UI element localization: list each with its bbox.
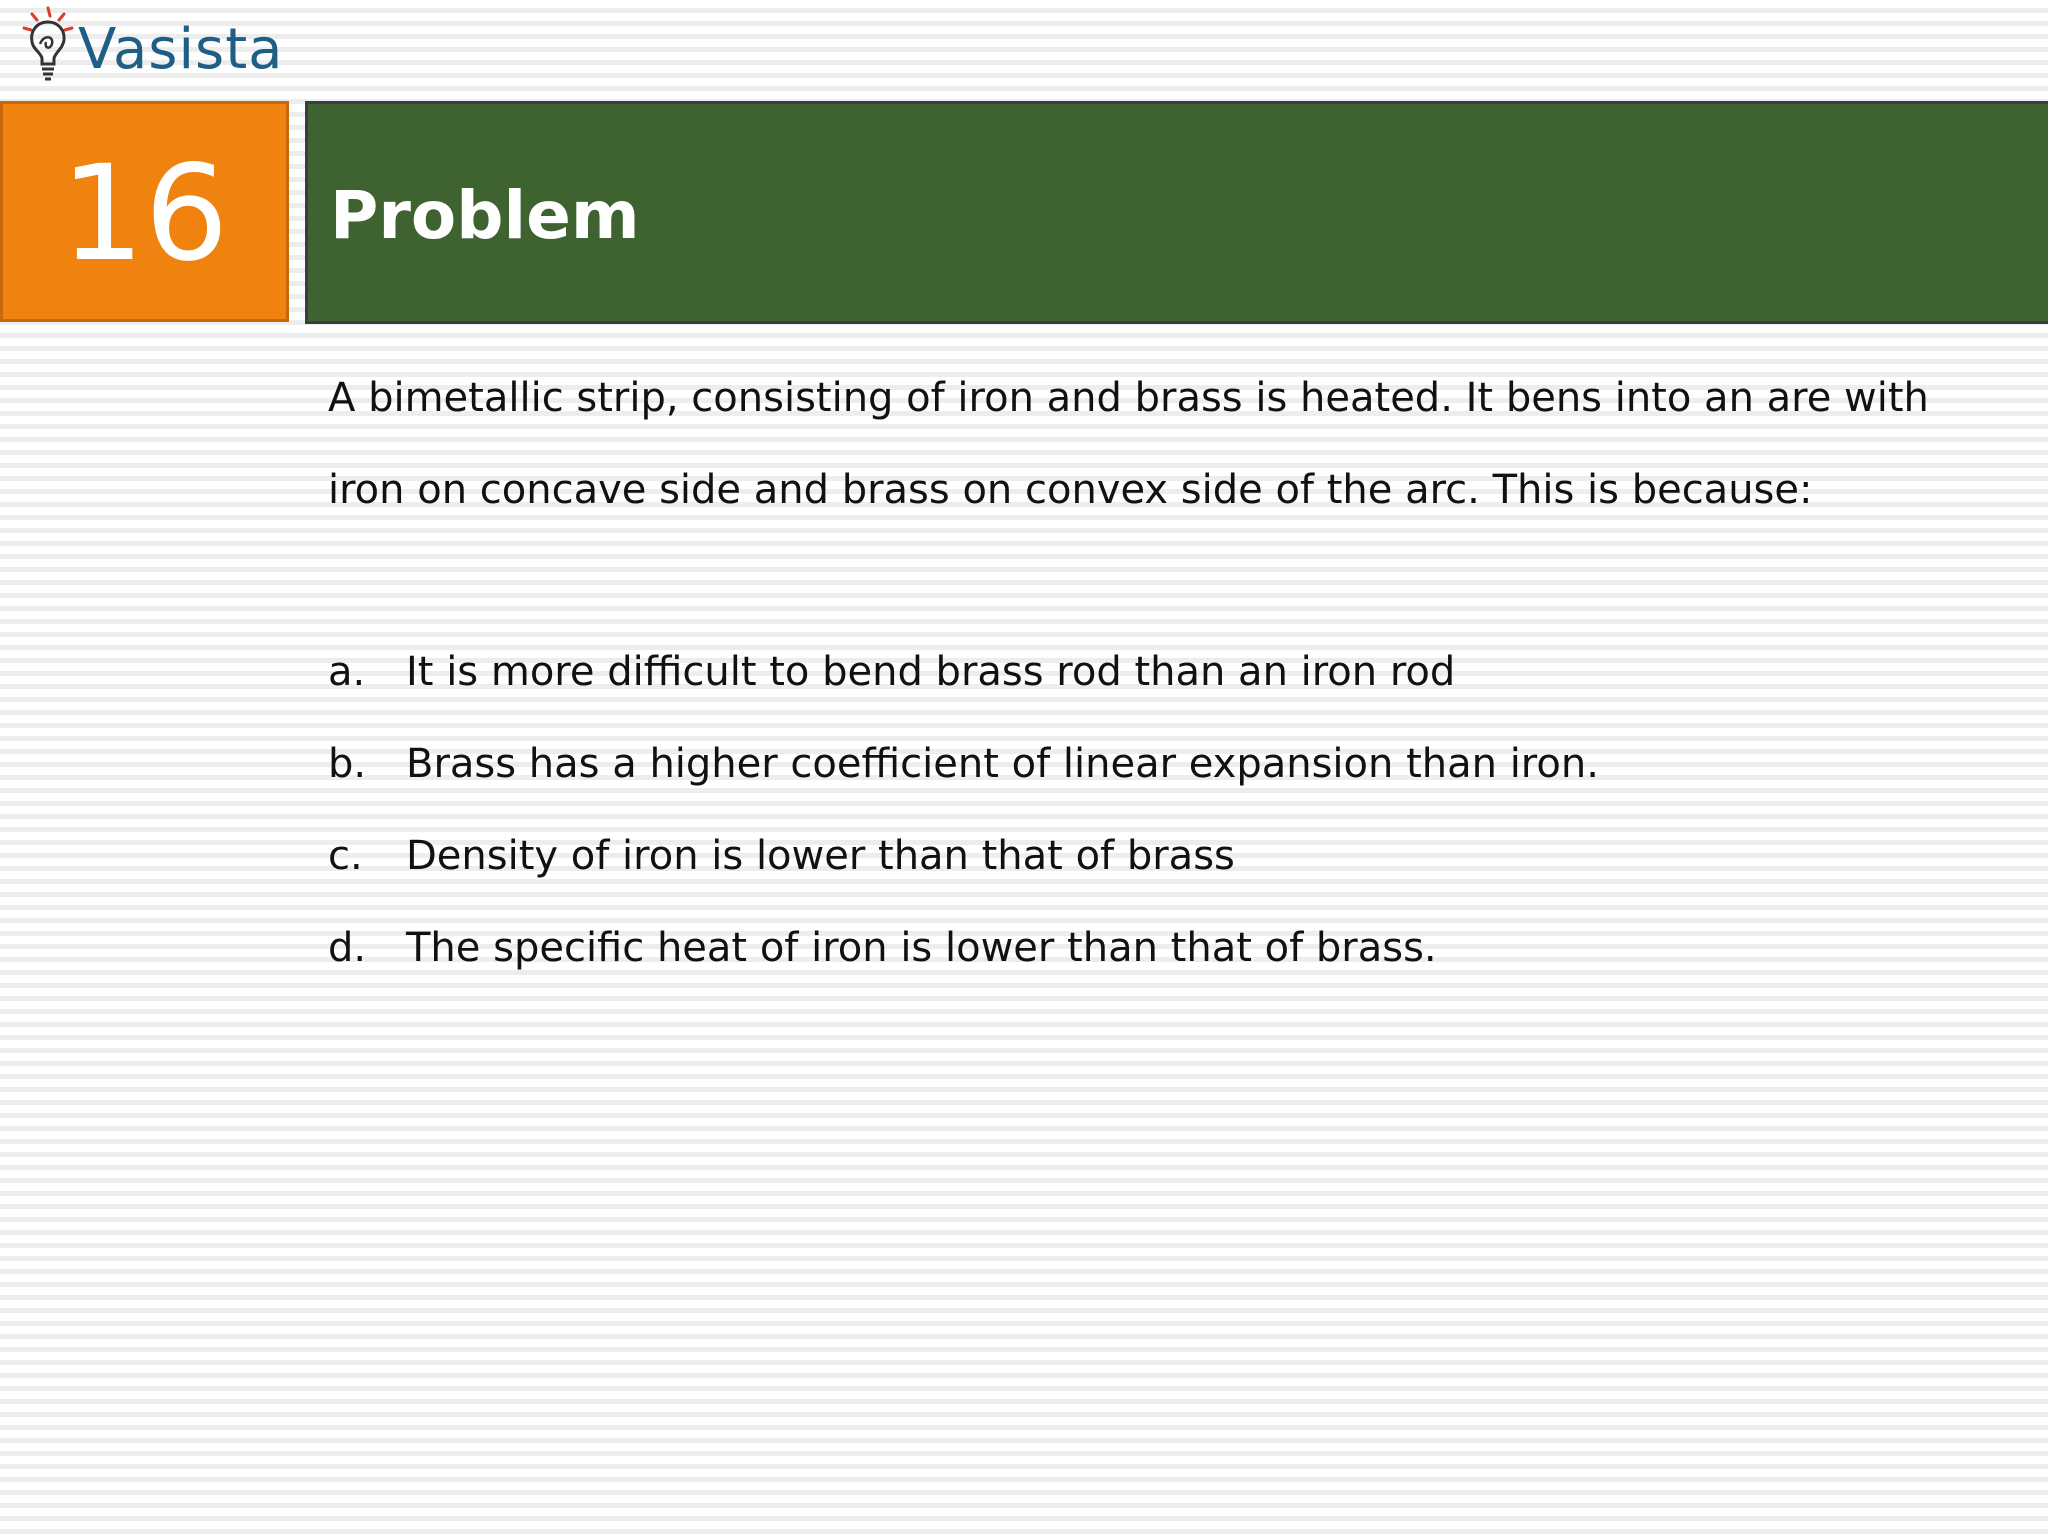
option-letter: a.	[328, 649, 366, 695]
option-text: The specific heat of iron is lower than that of brass.	[406, 925, 1437, 971]
option-d	[328, 902, 2018, 994]
option-text: Density of iron is lower than that of brass	[406, 833, 1235, 879]
slide-number: 16	[60, 136, 229, 291]
option-b	[328, 718, 2018, 810]
option-letter: b.	[328, 741, 367, 787]
option-text: It is more difficult to bend brass rod than an iron rod	[406, 649, 1456, 695]
option-a	[328, 626, 2018, 718]
option-c	[328, 810, 2018, 902]
answer-options	[328, 626, 2018, 994]
logo	[18, 4, 288, 96]
title-bar	[305, 101, 2048, 324]
option-letter: d.	[328, 925, 367, 971]
slide-content	[328, 352, 2018, 994]
logo-text: Vasista	[78, 17, 284, 82]
slide-number-box	[0, 101, 289, 322]
option-text: Brass has a higher coefficient of linear expansion than iron.	[406, 741, 1599, 787]
slide-title: Problem	[330, 177, 640, 254]
question-text: A bimetallic strip, consisting of iron and brass is heated. It bens into an are with iron on concave side and brass on convex side of the arc. This is because:	[328, 375, 1929, 513]
option-letter: c.	[328, 833, 363, 879]
